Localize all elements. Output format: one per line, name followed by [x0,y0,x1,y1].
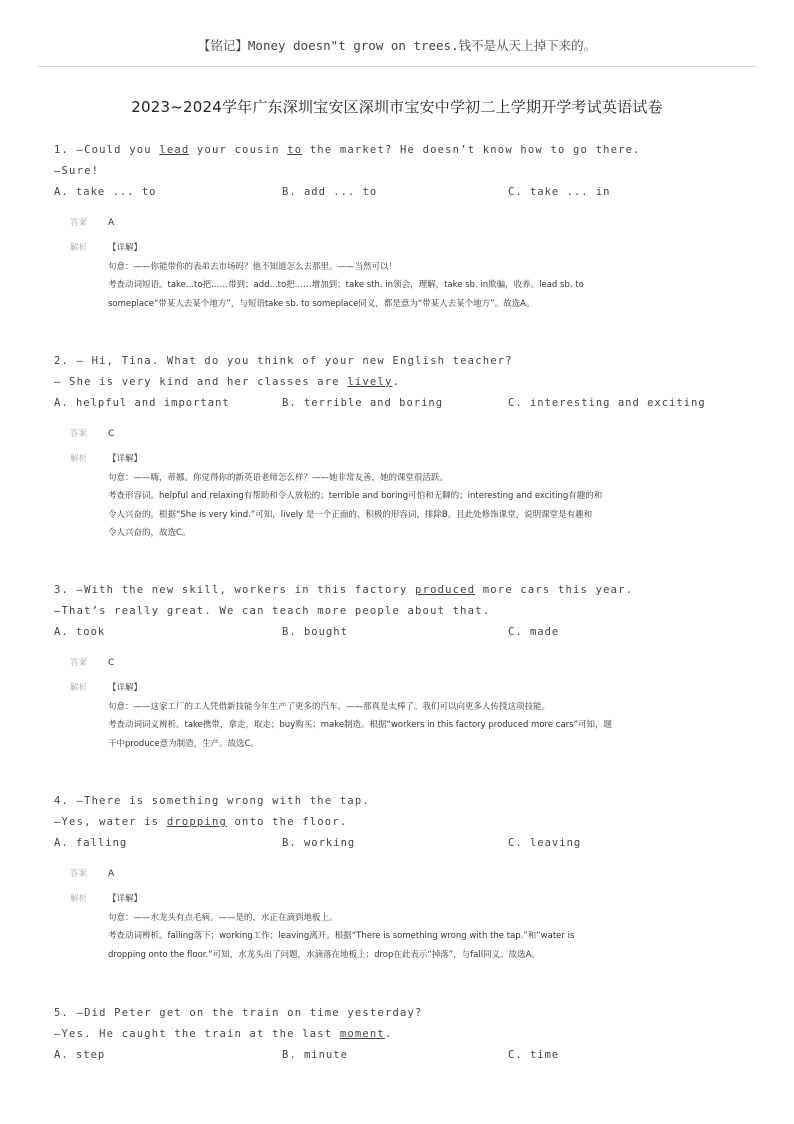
answer-row [54,864,754,884]
question-reply: — She is very kind and her classes are lively. [54,376,401,388]
answer-tag: 答案 [70,218,88,228]
underlined-word: lead [159,144,190,156]
answer-value: A [108,218,115,228]
option-b: B. minute [282,1049,348,1061]
explanation-line: 句意：——这家工厂的工人凭借新技能今年生产了更多的汽车。——那真是太棒了。我们可以向更多人传授这项技能。 [108,701,551,712]
detail-heading: 【详解】 [108,683,143,693]
options-row [54,393,754,414]
analysis-tag: 解析 [70,683,88,693]
explanation-line: 考查动词词义辨析。take携带，拿走，取走；buy购买；make制造。根据“workers in this factory produced more cars”可知，题 [108,720,612,730]
answer-row [54,653,754,673]
explanation-line: 令人兴奋的，故选C。 [108,528,191,538]
option-b: B. bought [282,626,348,638]
option-a: A. step [54,1049,106,1061]
answer-row [54,424,754,444]
analysis-tag: 解析 [70,894,88,904]
detail-heading: 【详解】 [108,454,143,464]
options-row [54,833,754,854]
explanation-line: 考查形容词。helpful and relaxing有帮助和令人放松的；terrible and boring可怕和无聊的；interesting and exciting有趣的和 [108,491,603,501]
option-c: C. take ... in [508,186,611,198]
answer-tag: 答案 [70,658,88,668]
option-c: C. interesting and exciting [508,397,706,409]
question-reply: —That’s really great. We can teach more people about that. [54,605,491,617]
option-b: B. add ... to [282,186,378,198]
question-reply: —Yes, water is dropping onto the floor. [54,816,348,828]
explanation-line: 句意：——嗨，蒂娜。你觉得你的新英语老师怎么样？——她非常友善，她的课堂很活跃。 [108,472,449,483]
analysis-tag: 解析 [70,454,88,464]
option-c: C. made [508,626,560,638]
explanation-line: 干中produce意为制造，生产。故选C。 [108,738,260,749]
header-divider [38,66,756,67]
underlined-word: produced [415,584,476,596]
answer-row [54,213,754,233]
question-reply: —Sure! [54,165,100,177]
explanation [54,239,754,313]
answer-value: C [108,658,115,668]
answer-value: A [108,869,115,879]
option-a: A. falling [54,837,128,849]
explanation-line: 考查动词短语。take...to把……带到；add...to把……增加到；take sth. in领会，理解，take sb. in欺骗，收养。lead sb. to [108,280,584,290]
question-stem: 1. —Could you lead your cousin to the market? He doesn’t know how to go there. [54,144,641,156]
answer-value: C [108,429,115,439]
page-title: 2023~2024学年广东深圳宝安区深圳市宝安中学初二上学期开学考试英语试卷 [131,98,663,116]
question-5 [54,1003,754,1066]
answer-tag: 答案 [70,429,88,439]
question-reply: —Yes. He caught the train at the last moment. [54,1028,393,1040]
explanation-line: 句意：——你能带你的表弟去市场吗？他不知道怎么去那里。——当然可以！ [108,261,398,272]
explanation-line: 令人兴奋的。根据“She is very kind.”可知，lively 是一个正面的、积极的形容词，排除B。且此处修饰课堂，说明课堂是有趣和 [108,509,593,520]
underlined-word: to [287,144,303,156]
option-c: C. leaving [508,837,582,849]
explanation-line: 句意：——水龙头有点毛病。——是的，水正在滴到地板上。 [108,912,338,923]
question-4 [54,791,754,964]
question-stem: 4. —There is something wrong with the tap. [54,795,370,807]
explanation [54,890,754,964]
answer-tag: 答案 [70,869,88,879]
options-row [54,182,754,203]
question-stem: 3. —With the new skill, workers in this factory produced more cars this year. [54,584,634,596]
analysis-tag: 解析 [70,243,88,253]
underlined-word: moment [339,1028,385,1040]
option-c: C. time [508,1049,560,1061]
question-3 [54,580,754,753]
options-row [54,1045,754,1066]
option-a: A. took [54,626,106,638]
underlined-word: lively [347,376,393,388]
option-b: B. terrible and boring [282,397,444,409]
explanation [54,679,754,753]
option-a: A. helpful and important [54,397,230,409]
explanation-line: 考查动词辨析。falling落下；working工作；leaving离开。根据“There is something wrong with the tap.”和“water is [108,931,575,941]
motto-banner: 【铭记】Money doesn"t grow on trees.钱不是从天上掉下来的。 [197,38,597,53]
question-2 [54,351,754,543]
underlined-word: dropping [166,816,228,828]
option-a: A. take ... to [54,186,157,198]
options-row [54,622,754,643]
detail-heading: 【详解】 [108,894,143,904]
question-1 [54,140,754,313]
question-stem: 5. —Did Peter get on the train on time yesterday? [54,1007,423,1019]
question-stem: 2. — Hi, Tina. What do you think of your new English teacher? [54,355,513,367]
explanation [54,450,754,543]
explanation-line: someplace“带某人去某个地方”，与短语take sb. to someplace同义，都是意为“带某人去某个地方”。故选A。 [108,298,535,309]
detail-heading: 【详解】 [108,243,143,253]
option-b: B. working [282,837,356,849]
explanation-line: dropping onto the floor.”可知，水龙头出了问题，水滴落在地板上；drop在此表示“掉落”，与fall同义。故选A。 [108,949,540,960]
